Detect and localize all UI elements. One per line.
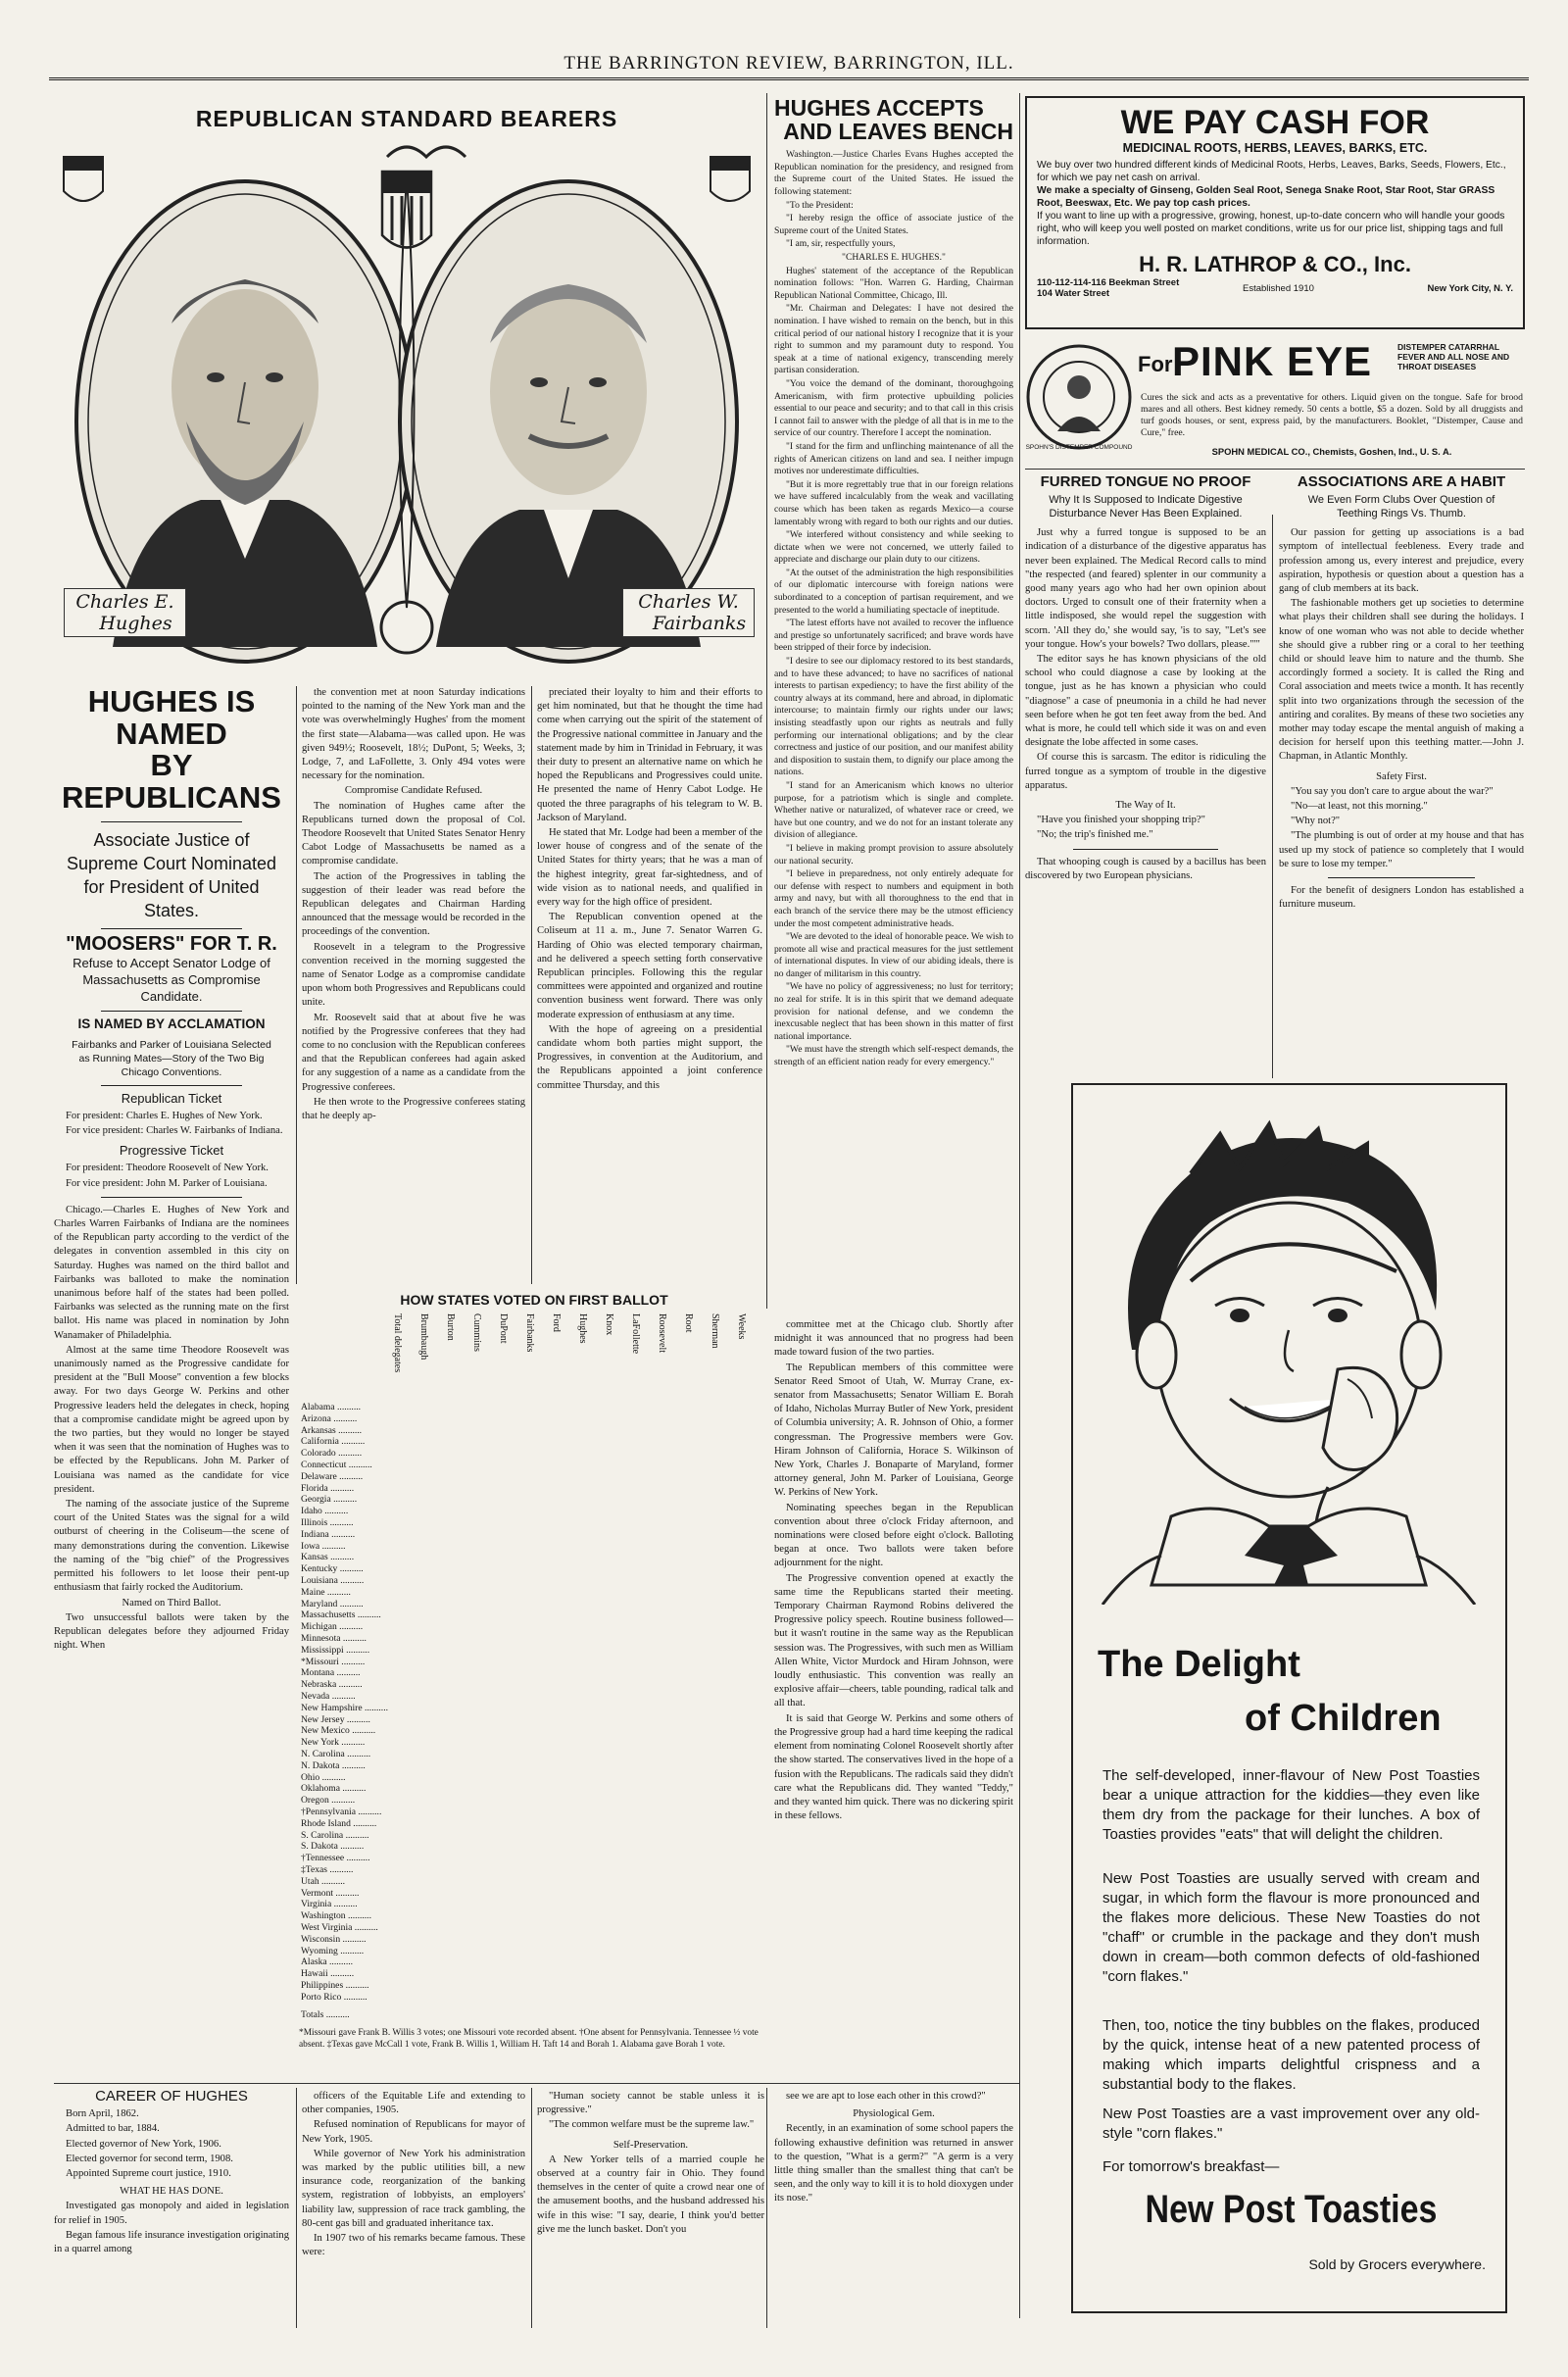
ballot-column-header: Sherman xyxy=(710,1313,720,1349)
ballot-state-row: Colorado .......... xyxy=(301,1448,363,1460)
career-line: While governor of New York his administration was marked by the public utilities bill, a new insurance code, reorganization of the banking system, registration of lobbyists, an employers' liability law, suppression of race track gambling, the 80-cent gas bill and graduated inheritance tax. xyxy=(302,2148,525,2229)
ad-cash-body-1: We buy over two hundred different kinds of Medicinal Roots, Herbs, Leaves, Barks, Seeds, Flowers, Etc., for which we pay net cash on arrival. xyxy=(1037,160,1506,183)
ballot-column-header: Cummins xyxy=(471,1313,482,1352)
ballot-table-title: HOW STATES VOTED ON FIRST BALLOT xyxy=(400,1292,668,1308)
deck-1: Associate Justice of Supreme Court Nominated for President of United States. xyxy=(66,830,277,921)
ballot-state-row: Hawaii .......... xyxy=(301,1968,355,1980)
ballot-column-header: Knox xyxy=(604,1313,614,1336)
ballot-state-row: S. Carolina .......... xyxy=(301,1829,369,1841)
paragraph: He then wrote to the Progressive conferees stating that he deeply ap- xyxy=(302,1096,525,1122)
paragraph: The naming of the associate justice of the Supreme court of the United States was the signal for a wild outburst of cheering in the Coliseum—the scene of many demonstrations during the convention. Likewise the naming of the "big chief" of the Progressives permitted his followers to let loose their pent-up enthusiasm that fairly rocked the Auditorium. xyxy=(54,1499,289,1594)
paragraph: Our passion for getting up associations is a bad symptom of intellectual feebleness. Every trade and profession among us, every interest and prejudice, every aspiration, hypothesis or question about a question has a gang of club members at its back. xyxy=(1279,527,1524,595)
paragraph: "But it is more regrettably true that in our foreign relations we have suffered incalculably from the weak and vacillating course which has been taken as regards Mexico—a course lamentably wrong with regard to both our rights and our duties. xyxy=(774,478,1013,527)
child-illustration xyxy=(1073,1095,1509,1605)
ballot-state-row: Florida .......... xyxy=(301,1482,355,1494)
hughes-caption-line1: Charles E. xyxy=(75,591,174,613)
ballot-state-row: California .......... xyxy=(301,1436,366,1448)
career-line: Appointed Supreme court justice, 1910. xyxy=(66,2168,231,2180)
hughes-named-headline-2: BY REPUBLICANS xyxy=(62,748,281,815)
toasties-para-4: New Post Toasties are a vast improvement over any old-style "corn flakes." xyxy=(1102,2105,1480,2142)
ballot-state-row: Wyoming .......... xyxy=(301,1945,365,1956)
deck-2-head: "MOOSERS" FOR T. R. xyxy=(66,933,277,956)
hughes-named-col2 xyxy=(302,686,525,1284)
furred-deck: Why It Is Supposed to Indicate Digestive Disturbance Never Has Been Explained. xyxy=(1049,494,1243,520)
section-rule xyxy=(1025,469,1525,470)
deck-3: Fairbanks and Parker of Louisiana Selected as Running Mates—Story of the Two Big Chicago Conventions. xyxy=(72,1038,271,1078)
done-head: WHAT HE HAS DONE. xyxy=(120,2186,223,2198)
quote: "The common welfare must be the supreme law." xyxy=(549,2119,755,2131)
paragraph: "I believe in preparedness, not only entirely adequate for our defense with respect to numbers and equipment in both army and navy, but with all thoroughness to the end that in each branch of the service there may be the utmost efficiency under the most competent administrative heads. xyxy=(774,868,1013,929)
ad-pinkeye xyxy=(1025,338,1525,461)
associations-deck: We Even Form Clubs Over Question of Teething Rings Vs. Thumb. xyxy=(1307,494,1495,520)
paragraph: Mr. Roosevelt said that at about five he was notified by the Progressive conferees that they had come to no conclusion with the Republican conferees and that the Republican conferees had again asked for any suggestion of a name as a candidate from the Progressive conferees. xyxy=(302,1012,525,1093)
paragraph: "We are devoted to the ideal of honorable peace. We wish to promote all wise and practical measures for the just settlement of international disputes. In view of our abiding ideals, there is no danger of militarism in this country. xyxy=(774,931,1013,979)
career-col3 xyxy=(537,2090,764,2330)
hughes-named-col3 xyxy=(537,686,762,1284)
hughes-named-headline-1: HUGHES IS NAMED xyxy=(87,686,256,751)
ballot-state-row: Porto Rico .......... xyxy=(301,1991,368,2003)
way-head: The Way of It. xyxy=(1115,800,1176,812)
toasties-headline-2: of Children xyxy=(1245,1698,1442,1739)
ballot-state-row: Mississippi .......... xyxy=(301,1644,370,1656)
paragraph: The editor says he has known physicians of the old school who could diagnose a case by looking at the tongue, just as he has known a physician who could "diagnose" a case of pneumonia in a child he had never seen before when he got ten feet away from the bed. And what is more, he could tell which side it was on and even designate the lobe affected in some cases. xyxy=(1025,654,1266,749)
ballot-state-row: Maryland .......... xyxy=(301,1598,364,1609)
furred-tongue-article xyxy=(1025,475,1266,1073)
ballot-state-row: *Missouri .......... xyxy=(301,1656,366,1667)
ballot-state-row: Wisconsin .......... xyxy=(301,1933,367,1945)
column-rule xyxy=(531,2088,532,2328)
quote: "Human society cannot be stable unless it is progressive." xyxy=(537,2091,764,2116)
column-rule xyxy=(766,93,767,1309)
spohn-seal-icon xyxy=(1025,343,1133,451)
career-line: Investigated gas monopoly and aided in legislation for relief in 1905. xyxy=(54,2201,289,2226)
ballot-state-row: Alabama .......... xyxy=(301,1402,362,1412)
career-line: officers of the Equitable Life and extending to other companies, 1905. xyxy=(302,2091,525,2116)
ballot-column-header: Root xyxy=(683,1313,694,1333)
column-rule xyxy=(296,2088,297,2328)
ballot-state-row: N. Carolina .......... xyxy=(301,1749,371,1759)
hughes-accepts-headline-1: HUGHES ACCEPTS xyxy=(774,96,984,121)
ballot-column-header: Brumbaugh xyxy=(418,1313,429,1361)
ballot-state-row: Massachusetts .......... xyxy=(301,1609,381,1621)
column-rule xyxy=(1272,515,1273,1078)
ballot-state-row: N. Dakota .......... xyxy=(301,1759,366,1771)
self-preservation-head: Self-Preservation. xyxy=(612,2139,689,2151)
ballot-state-row: †Pennsylvania .......... xyxy=(301,1807,382,1817)
ballot-footnotes: *Missouri gave Frank B. Willis 3 votes; one Missouri vote recorded absent. †One absent for Pennsylvania. Tennessee ½ vote absent. ‡Texas gave McCall 1 vote, Frank B. Willis 1, William H. Taft 14 and Borah 1. Alabama gave Borah 1 vote. xyxy=(299,2028,759,2050)
ad-cash-company: H. R. LATHROP & CO., Inc. xyxy=(1139,252,1411,276)
paragraph: see we are apt to lose each other in this crowd?" xyxy=(786,2091,986,2102)
hughes-accepts-article xyxy=(774,96,1013,1309)
ticket-line: For president: Theodore Roosevelt of New York. xyxy=(66,1163,269,1174)
ballot-column-header: Hughes xyxy=(577,1313,588,1344)
career-line: Born April, 1862. xyxy=(66,2108,139,2120)
paragraph: "I stand for an Americanism which knows no ulterior purpose, for a patriotism which is single and complete. Whether native or naturalized, of whatever race or creed, we have but one country, and we do not for an instant tolerate any division of allegiance. xyxy=(774,779,1013,841)
associations-article xyxy=(1279,475,1524,1073)
paragraph: "We must have the strength which self-respect demands, the strength of an efficient nation ready for every emergency." xyxy=(774,1044,1013,1068)
ballot-state-row: Nebraska .......... xyxy=(301,1679,363,1691)
fairbanks-caption-line1: Charles W. xyxy=(638,591,739,613)
career-line: In 1907 two of his remarks became famous. These were: xyxy=(302,2233,525,2258)
fairbanks-caption xyxy=(622,588,755,637)
hughes-named-col5 xyxy=(774,1318,1013,2083)
ad-toasties xyxy=(1071,1083,1507,2313)
subhead: Named on Third Ballot. xyxy=(122,1597,221,1609)
column-rule xyxy=(1019,93,1020,2318)
toasties-para-3: Then, too, notice the tiny bubbles on the flakes, produced by the quick, intense heat of a new patented process of making which imparts delightful crispness and a substantial body to the flakes. xyxy=(1102,2017,1480,2093)
ballot-column-header: Roosevelt xyxy=(657,1313,667,1353)
ballot-column-header: DuPont xyxy=(498,1313,509,1344)
column-rule xyxy=(531,686,532,1284)
toasties-para-1: The self-developed, inner-flavour of New Post Toasties bear a unique attraction for the kiddies—they even like them dry from the package for their lunches. A box of Toasties provides "eats" that will delight the children. xyxy=(1102,1767,1480,1843)
portrait-frames xyxy=(54,98,760,667)
paragraph: committee met at the Chicago club. Shortly after midnight it was announced that no progress had been made toward fusion of the two parties. xyxy=(774,1319,1013,1359)
ballot-state-row: Ohio .......... xyxy=(301,1771,346,1783)
pinkeye-body: Cures the sick and acts as a preventative for others. Liquid given on the tongue. Safe for brood mares and all others. Best kidney remedy. 50 cents a bottle, $5 a dozen. Sold by all druggists and turf goods houses, or sent, express paid, by the manufacturers. Booklet, "Distemper, Cause and Cure," free. xyxy=(1141,392,1523,438)
toasties-para-2: New Post Toasties are usually served with cream and sugar, in which form the flavour is more pronounced and the flakes more delicious. These New Toasties do not "chaff" or crumble in the package and they don't mush down in cream—both common defects of old-fashioned "corn flakes." xyxy=(1102,1870,1480,1985)
paragraph: "You voice the demand of the dominant, thoroughgoing Americanism, with firm protective upbuilding policies essential to our peace and security; and to that call in this crisis I cannot fail to answer with the pledge of all that is in me to the service of our country. Therefore I accept the nomination. xyxy=(774,377,1013,439)
career-line: Elected governor of New York, 1906. xyxy=(66,2138,221,2150)
ballot-state-row: Kansas .......... xyxy=(301,1552,355,1563)
paragraph: The Republican convention opened at the Coliseum at 11 a. m., June 7. Senator Warren G. Harding of Ohio was elected temporary chairman, and he delivered a speech setting forth conservative Republican principles. Following this the regular committees were appointed and organized and routine convention business went forward. There was only moderate expression of enthusiasm at any time. xyxy=(537,912,762,1020)
ballot-state-row: Virginia .......... xyxy=(301,1899,358,1910)
ballot-state-row: Vermont .......... xyxy=(301,1887,360,1899)
paragraph: Chicago.—Charles E. Hughes of New York and Charles Warren Fairbanks of Indiana are the nominees of the Republican party according to the verdict of the delegates in convention assembled in this city on Saturday. Hughes was named on the third ballot and Fairbanks was balloted to make the nomination unanimous before half of the states had been polled. Fairbanks was selected as the running mate on the first ballot. His name was placed in nomination by John Wanamaker of Philadelphia. xyxy=(54,1204,289,1341)
hughes-caption-line2: Hughes xyxy=(99,613,172,634)
ballot-column-header: Total delegates xyxy=(392,1313,403,1373)
paragraph: "We have no policy of aggressiveness; no lust for territory; no zeal for strife. It is in this spirit that we demand adequate provision for national defense, and we condemn the inexcusable neglect that has been shown in this matter of first national importance. xyxy=(774,981,1013,1042)
fairbanks-caption-line2: Fairbanks xyxy=(652,613,747,634)
paragraph: the convention met at noon Saturday indications pointed to the naming of the New York man and the vote was overwhelmingly Hughes' from the moment the first state—Alabama—was called upon. He was given 949½; Roosevelt, 18½; DuPont, 5; Weeks, 3; Lodge, 7, and LaFollette, 3. Only 494 votes were necessary for the nomination. xyxy=(302,687,525,782)
masthead: THE BARRINGTON REVIEW, BARRINGTON, ILL. xyxy=(49,51,1529,80)
paragraph: "To the President: xyxy=(786,199,854,211)
paragraph: The action of the Progressives in tabling the suggestion of their leader was read before the Republican delegates and Chairman Harding announced that the message would be recorded in the proceedings of the convention. xyxy=(302,870,525,938)
paragraph: That whooping cough is caused by a bacillus has been discovered by two European physicians. xyxy=(1025,856,1266,881)
paragraph: The Progressive convention opened at exactly the same time the Republicans started their meeting. Temporary Chairman Raymond Robins delivered the Progressive policy speech. Routine business followed—but it wasn't routine in the same way as the Republican session was. The Progressives, with such men as William Allen White, Victor Murdock and Hiram Johnson, were loudly enthusiastic. This convention was really an explosive affair—cheers, table pounding, radical talk and all that. xyxy=(774,1572,1013,1709)
paragraph: Roosevelt in a telegram to the Progressive convention received in the morning suggested the name of Senator Lodge as a compromise candidate upon whom both Progressives and Republicans could unite. xyxy=(302,941,525,1009)
paragraph: "I stand for the firm and unflinching maintenance of all the rights of American citizens on land and sea. I neither impugn motives nor underestimate difficulties. xyxy=(774,440,1013,477)
gem-head: Physiological Gem. xyxy=(853,2108,935,2120)
ad-cash-body-2: We make a specialty of Ginseng, Golden Seal Root, Senega Snake Root, Star Root, Star GRASS Root, Beeswax, Etc. We pay top cash prices. xyxy=(1037,185,1495,209)
ballot-column-header: LaFollette xyxy=(630,1313,641,1355)
ballot-state-row: Alaska .......... xyxy=(301,1956,354,1968)
paragraph: "We interfered without consistency and while seeking to dictate when we were not concerned, we utterly failed to appreciate and discharge our plain duty to our citizens. xyxy=(774,529,1013,566)
paragraph: Recently, in an examination of some school papers the following exhaustive definition was returned in answer to the question, "What is a germ?" "A germ is a very little thing smaller than the smallest thing that can't be seen, and the only way to kill it is to hold dioxygen under its nose." xyxy=(774,2123,1013,2204)
ballot-state-row: Kentucky .......... xyxy=(301,1563,364,1575)
ballot-state-row: Utah .......... xyxy=(301,1875,346,1887)
ballot-state-row: Montana .......... xyxy=(301,1667,361,1679)
portrait-illustration xyxy=(54,98,760,667)
paragraph: Of course this is sarcasm. The editor is ridiculing the furred tongue as a symptom of trouble in the digestive apparatus. xyxy=(1025,752,1266,791)
ballot-state-row: New Hampshire .......... xyxy=(301,1702,388,1713)
ballot-state-row: Illinois .......... xyxy=(301,1517,354,1528)
paragraph: "The plumbing is out of order at my house and that has used up my stock of patience so completely that I would be sure to lose my temper." xyxy=(1279,830,1524,869)
career-line: Admitted to bar, 1884. xyxy=(66,2123,160,2135)
ad-cash-address: 110-112-114-116 Beekman Street 104 Water Street xyxy=(1037,277,1180,299)
seal-text: SPOHN'S DISTEMPER COMPOUND xyxy=(1025,444,1133,451)
ballot-state-row: Indiana .......... xyxy=(301,1528,356,1540)
career-col2 xyxy=(302,2090,525,2330)
paragraph: "Mr. Chairman and Delegates: I have not desired the nomination. I have wished to remain on the bench, but in this critical period of our national history I recognize that it is your right to summon and my paramount duty to respond. You speak at a time of national exigency, transcending merely partisan consideration. xyxy=(774,303,1013,376)
paragraph: "I hereby resign the office of associate justice of the Supreme court of the United States. xyxy=(774,213,1013,236)
column-rule xyxy=(296,686,297,1284)
ballot-table xyxy=(299,1292,769,2076)
ballot-state-row: Michigan .......... xyxy=(301,1621,364,1633)
paragraph: "No—at least, not this morning." xyxy=(1291,801,1428,813)
ballot-state-row: Philippines .......... xyxy=(301,1980,369,1991)
paragraph: "Have you finished your shopping trip?" xyxy=(1037,815,1205,826)
ballot-state-row: Connecticut .......... xyxy=(301,1460,372,1470)
ballot-state-row: Oregon .......... xyxy=(301,1795,356,1807)
ad-cash-body-3: If you want to line up with a progressive, growing, honest, up-to-date concern who will handle your goods right, who will keep you well posted on market conditions, write us for our price list, shipping tags and full information. xyxy=(1037,211,1505,247)
toasties-headline-1: The Delight xyxy=(1098,1644,1300,1685)
ballot-state-row: New York .......... xyxy=(301,1737,366,1749)
republican-ticket-head: Republican Ticket xyxy=(121,1090,222,1106)
ballot-state-row: Louisiana .......... xyxy=(301,1575,365,1586)
toasties-sold: Sold by Grocers everywhere. xyxy=(1308,2256,1486,2272)
paragraph: "CHARLES E. HUGHES." xyxy=(842,252,946,264)
ballot-state-row: West Virginia .......... xyxy=(301,1922,378,1933)
ballot-column-header: Weeks xyxy=(736,1313,747,1340)
paragraph: "No; the trip's finished me." xyxy=(1037,829,1153,841)
ballot-state-row: ‡Texas .......... xyxy=(301,1864,354,1875)
ad-cash-city: New York City, N. Y. xyxy=(1427,283,1513,294)
ticket-line: For president: Charles E. Hughes of New York. xyxy=(66,1110,263,1121)
ballot-state-row: Washington .......... xyxy=(301,1910,371,1922)
safety-head: Safety First. xyxy=(1376,770,1427,782)
paragraph: It is said that George W. Perkins and some others of the Progressive group had a hard time keeping the radical element from nominating Colonel Roosevelt shortly after the show started. The conservatives lived in the hope of a fusion with the Republicans. The radicals said they didn't care what the Republicans did. They wanted "Teddy," and they wanted him quick. There was no dickering spirit in these fellows. xyxy=(774,1712,1013,1822)
ticket-line: For vice president: Charles W. Fairbanks of Indiana. xyxy=(66,1125,283,1136)
career-col1 xyxy=(54,2090,289,2330)
paragraph: Nominating speeches began in the Republican convention about three o'clock Friday afternoon, and nominations were closed before eight o'clock. Balloting began at once. Two ballots were taken before adjournment for the night. xyxy=(774,1502,1013,1569)
ad-cash-title: WE PAY CASH FOR xyxy=(1120,104,1430,141)
paragraph: Just why a furred tongue is supposed to be an indication of a disturbance of the digestive apparatus has never been explained. The Medical Record calls to mind "the respected (and feared) splenter in our community a good many years ago who had her own opinion about doctors. Urged to consult one of their fraternity when a little indisposed, she would repel the suggestion with scorn. 'All they do,' she would say, 'is to say, "Let's see your tongue. How's your bowels? Two dollars, please."'" xyxy=(1025,527,1266,650)
ballot-column-header: Fairbanks xyxy=(524,1313,535,1353)
paragraph: "I believe in making prompt provision to assure absolutely our national security. xyxy=(774,842,1013,867)
ballot-state-row: Rhode Island .......... xyxy=(301,1817,377,1829)
paragraph: preciated their loyalty to him and their efforts to get him nominated, but that he thought the time had come when carrying out the spirit of the statement of the Progressive national committee in January and the statement made by him in Trinidad in February, it was their duty to present an alternative name on which he hoped the Republicans and Progressives could unite. He presented the name of Henry Cabot Lodge. He quoted the three paragraphs of his telegram to W. B. Jackson of Maryland. xyxy=(537,687,762,823)
ad-cash-established: Established 1910 xyxy=(1243,283,1314,294)
ballot-state-row: Oklahoma .......... xyxy=(301,1783,367,1795)
paragraph: Washington.—Justice Charles Evans Hughes accepted the Republican nomination for the presidency, and resigned from the Supreme court of the United States. He issued the following statement: xyxy=(774,149,1013,198)
paragraph: "The latest efforts have not availed to recover the influence and prestige so unfortunately sacrificed; and brave words have been stripped of their force by indecision. xyxy=(774,618,1013,654)
portraits-title: REPUBLICAN STANDARD BEARERS xyxy=(195,106,618,131)
ballot-state-row: Iowa .......... xyxy=(301,1540,346,1552)
ballot-column-header: Ford xyxy=(551,1313,562,1332)
paragraph: With the hope of agreeing on a presidential candidate whom both parties might support, the Progressives, in convention at the Auditorium, and the Republicans appointed a joint conference committee Thursday, and this xyxy=(537,1023,762,1091)
paragraph: For the benefit of designers London has established a furniture museum. xyxy=(1279,885,1524,911)
ballot-state-row: Georgia .......... xyxy=(301,1494,358,1506)
pinkeye-side: DISTEMPER CATARRHAL FEVER AND ALL NOSE AND THROAT DISEASES xyxy=(1397,342,1510,371)
ballot-state-row: New Jersey .......... xyxy=(301,1713,370,1725)
career-col4 xyxy=(774,2090,1013,2330)
paragraph: "I desire to see our diplomacy restored to its best standards, and to have these advanced; to have no sacrifices of national interests to partisan expediency; to have the first ability of the country always at its command, here and abroad, in diplomatic intercourse; to maintain firmly our rights under our laws; insisting steadfastly upon our rights as neutrals and fully performing our international obligations; and by the clear correctness and justice of our position, and our manifest ability and disposition to sustain them, to dignify our place among the nations. xyxy=(774,656,1013,778)
hughes-caption xyxy=(64,588,186,637)
paragraph: The nomination of Hughes came after the Republicans turned down the proposal of Col. Theodore Roosevelt that United States Senator Henry Cabot Lodge of Massachusetts be named as a compromise candidate. xyxy=(302,800,525,867)
paragraph: Two unsuccessful ballots were taken by the Republican delegates before they adjourned Friday night. When xyxy=(54,1611,289,1652)
ballot-column-header: Burton xyxy=(445,1313,456,1341)
ballot-state-row: Idaho .......... xyxy=(301,1506,349,1517)
ballot-totals-row: Totals .......... xyxy=(301,2008,350,2020)
paragraph: Almost at the same time Theodore Roosevelt was unanimously named as the Progressive candidate for president at the "Bull Moose" convention a few blocks away. For two days George W. Perkins and other Progressive leaders held the delegates in check, hoping that a compromise candidate might be agreed upon by the two parties, but they would no longer be stayed when it was seen that the nomination of Hughes was to be effected by the Republicans. John M. Parker of Louisiana was named as the candidate for vice president. xyxy=(54,1344,289,1495)
paragraph: A New Yorker tells of a married couple he observed at a country fair in Ohio. They found themselves in the center of quite a crowd near one of the amusement booths, and the husband addressed his wife in this wise: "I say, dearie, I think you'd better give me the lunch basket. Don't you xyxy=(537,2154,764,2235)
career-line: Elected governor for second term, 1908. xyxy=(66,2153,233,2164)
paragraph: The fashionable mothers get up societies to determine what plays their children shall see during the holidays. I know of one woman who was not able to decide whether she should give a rubber ring or a coral to her teething child or should leave him to nature and the thumb. She accordingly formed a society. It is called the Ring and Coral association and meets twice a month. It has recently split into two organizations through the secession of the antiring and coralites. By means of these two societies any mother may today escape the mental anguish of making a decision for herself upon this teething matter.—John J. Chapman, in Atlantic Monthly. xyxy=(1279,598,1524,763)
furred-head: FURRED TONGUE NO PROOF xyxy=(1040,475,1251,490)
ballot-state-row: Arizona .......... xyxy=(301,1412,358,1424)
pinkeye-company: SPOHN MEDICAL CO., Chemists, Goshen, Ind., U. S. A. xyxy=(1211,446,1452,457)
associations-head: ASSOCIATIONS ARE A HABIT xyxy=(1297,475,1506,490)
hughes-named-article xyxy=(54,686,289,2083)
pinkeye-for: For xyxy=(1138,352,1173,376)
ad-cash xyxy=(1025,96,1525,329)
ballot-state-row: Nevada .......... xyxy=(301,1691,356,1702)
paragraph: "You say you don't care to argue about the war?" xyxy=(1291,785,1494,797)
career-line: Refused nomination of Republicans for mayor of New York, 1905. xyxy=(302,2119,525,2145)
paragraph: "Why not?" xyxy=(1291,816,1341,827)
ballot-state-row: New Mexico .......... xyxy=(301,1725,376,1737)
paragraph: Hughes' statement of the acceptance of the Republican nomination follows: "Hon. Warren G. Harding, Chairman Republican National Committee, Chicago, Ill. xyxy=(774,265,1013,301)
ad-cash-subtitle: MEDICINAL ROOTS, HERBS, LEAVES, BARKS, ETC. xyxy=(1122,141,1428,155)
ballot-state-row: Minnesota .......... xyxy=(301,1633,367,1644)
ballot-state-row: Maine .......... xyxy=(301,1586,351,1598)
career-head: CAREER OF HUGHES xyxy=(95,2090,248,2105)
hughes-accepts-headline-2: AND LEAVES BENCH xyxy=(783,119,1013,145)
ballot-state-row: Arkansas .......... xyxy=(301,1424,363,1436)
ballot-state-row: †Tennessee .......... xyxy=(301,1853,370,1864)
paragraph: The Republican members of this committee were Senator Reed Smoot of Utah, W. Murray Crane, ex-senator from Massachusetts; Senator William E. Borah of Idaho, Nicholas Murray Butler of New York, president of Columbia university; A. R. Johnson of Ohio, a former congressman. The Progressive members were Gov. Hiram Johnson of California, Horace S. Wilkinson of New York, Charles J. Bonaparte of Maryland, former attorney general, John M. Parker of Louisiana, George W. Perkins of New York. xyxy=(774,1362,1013,1499)
paragraph: He stated that Mr. Lodge had been a member of the lower house of congress and of the senate of the United States for thirty years; that he was a man of the highest integrity, great far-sightedness, and of wide vision as to national needs, and qualified in every way for the high office of president. xyxy=(537,827,762,909)
toasties-brand: New Post Toasties xyxy=(1145,2188,1438,2231)
deck-3-head: IS NAMED BY ACCLAMATION xyxy=(77,1016,266,1032)
section-rule xyxy=(54,2083,1019,2084)
column-rule xyxy=(766,2088,767,2328)
paragraph: "I am, sir, respectfully yours, xyxy=(786,238,896,250)
pinkeye-title: PINK EYE xyxy=(1172,338,1373,384)
career-line: Began famous life insurance investigation originating in a quarrel among xyxy=(54,2229,289,2255)
ticket-line: For vice president: John M. Parker of Louisiana. xyxy=(66,1177,268,1189)
progressive-ticket-head: Progressive Ticket xyxy=(119,1143,224,1159)
toasties-breakfast: For tomorrow's breakfast— xyxy=(1102,2158,1280,2175)
ballot-state-row: S. Dakota .......... xyxy=(301,1841,365,1853)
subhead: Compromise Candidate Refused. xyxy=(344,785,483,797)
paragraph: "At the outset of the administration the high responsibilities of our diplomatic intercourse with foreign nations were subordinated to a conception of partisan requirement, and we presented to the world a humiliating spectacle of ineptitude. xyxy=(774,567,1013,616)
ballot-state-row: Delaware .......... xyxy=(301,1470,364,1482)
deck-2: Refuse to Accept Senator Lodge of Massachusetts as Compromise Candidate. xyxy=(73,956,270,1005)
